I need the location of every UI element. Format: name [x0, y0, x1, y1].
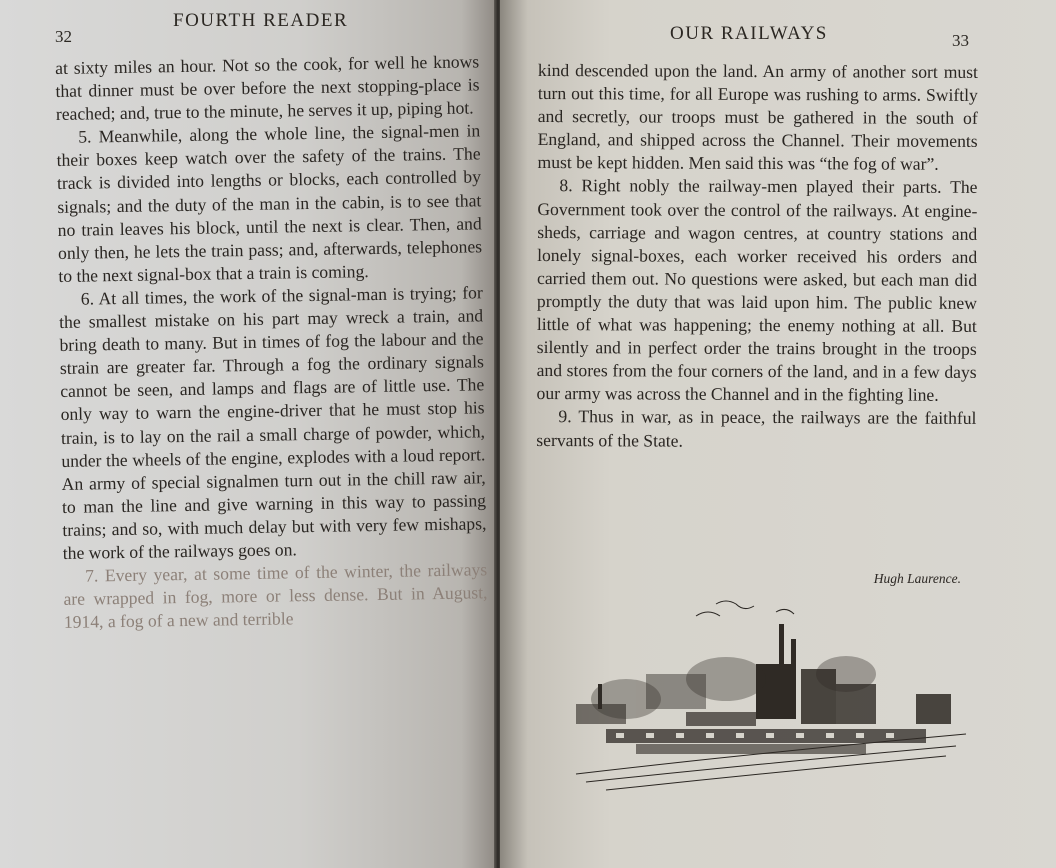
paragraph: 5. Meanwhile, along the whole line, the signal-men in their boxes keep watch over the safety of the trains. The track is divided into lengths or blocks, each controlled by signals; and the duty of the man in the cabin, is to see that no train leaves his block, until the next is clear. Then, and only then, he lets the train pass; and, afterwards, telephones to the next signal-box that a train is coming.: [56, 120, 483, 286]
paragraph: at sixty miles an hour. Not so the cook, for well he knows that dinner must be over before the next stopping-place is reached; and, true to the minute, he serves it up, piping hot.: [55, 51, 480, 125]
paragraph: 7. Every year, at some time of the winter, the railways are wrapped in fog, more or less dense. But in August, 1914, a fog of a new and terrible: [63, 559, 488, 633]
paragraph: 8. Right nobly the railway-men played their parts. The Government took over the control of the railways. At engine-sheds, carriage and wagon centres, at country stations and lonely signal-boxes, each worker received his orders and carried them out. No questions were asked, but each man did promptly the duty that was laid upon him. The public knew little of what was happening; the enemy nothing at all. But silently and in perfect order the trains brought in the troops and stores from the four corners of the land, and in a few days our army was across the Channel and in the fighting line.: [536, 175, 978, 406]
left-page-text: [55, 50, 488, 634]
railway-yard-engraving-icon: [546, 594, 976, 794]
left-page: [0, 0, 496, 868]
page-number-right: 33: [952, 31, 969, 50]
right-page-text: [536, 59, 978, 454]
page-number-left: 32: [55, 27, 72, 46]
paragraph: 6. At all times, the work of the signal-man is trying; for the smallest mistake on his part may wreck a train, and bring death to many. But in times of fog the labour and the strain are greater far. Through a fog the ordinary signals cannot be seen, and lamps and flags are of little use. The only way to warn the engine-driver that he must stop his train, is to lay on the rail a small charge of powder, which, under the wheels of the engine, explodes with a loud report. An army of special signalmen turn out in the chill raw air, to man the line and give warning in this way to passing trains; and so, with much delay but with very few mishaps, the work of the railways goes on.: [59, 282, 487, 563]
paragraph: kind descended upon the land. An army of another sort must turn out this time, for all Europe was rushing to arms. Swiftly and secretly, our troops must be gathered in the south of England, and shipped across the Channel. Their movements must be kept hidden. Men said this was “the fog of war”.: [537, 59, 978, 175]
paragraph: 9. Thus in war, as in peace, the railways are the faithful servants of the State.: [536, 406, 977, 451]
running-header-right: OUR RAILWAYS: [670, 23, 828, 44]
right-page: [500, 0, 1056, 868]
author-signature: Hugh Laurence.: [873, 571, 961, 586]
running-header-left: FOURTH READER: [173, 10, 349, 31]
